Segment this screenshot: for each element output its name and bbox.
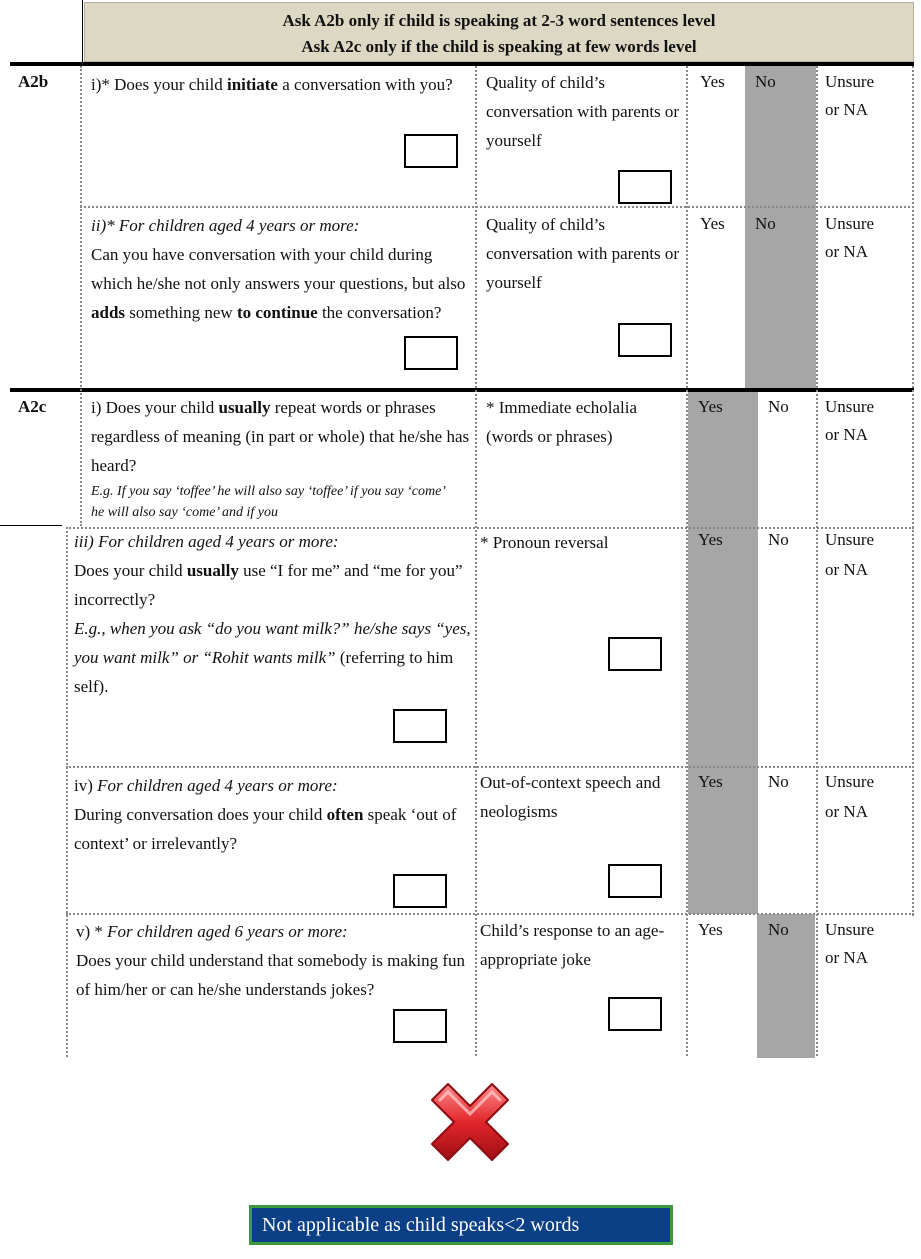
option-yes[interactable]: Yes [698, 920, 723, 939]
not-applicable-banner: Not applicable as child speaks<2 words [249, 1205, 673, 1245]
row-divider [80, 206, 914, 208]
answer-box-a2c-iv[interactable] [393, 874, 447, 908]
col-divider [475, 66, 477, 1056]
quality-a2c-i: * Immediate echolalia (words or phrases) [486, 398, 638, 446]
option-no[interactable]: No [768, 772, 789, 791]
quality-box-a2b-i[interactable] [618, 170, 672, 204]
answer-box-a2c-iii[interactable] [393, 709, 447, 743]
option-unsure[interactable]: Unsure [825, 72, 875, 91]
option-na[interactable]: or NA [825, 242, 868, 261]
col-divider [66, 527, 68, 1057]
header-line-1: Ask A2b only if child is speaking at 2-3 word sentences level [282, 11, 716, 30]
option-unsure[interactable]: Unsure [825, 920, 875, 939]
quality-a2b-ii: Quality of child’s conversation with parents or yourself [486, 215, 680, 292]
option-no[interactable]: No [768, 920, 789, 939]
section-label-a2c: A2c [18, 397, 47, 416]
section-rule-a2b [10, 62, 914, 66]
header-left-rule [82, 0, 83, 64]
question-a2c-i: i) Does your child usually repeat words or phrases regardless of meaning (in part or whole) that he/she has heard? [91, 398, 470, 475]
shade-a2c-yes [688, 392, 758, 914]
red-cross-icon [418, 1070, 522, 1174]
option-na[interactable]: or NA [825, 802, 868, 821]
quality-a2b-i: Quality of child’s conversation with parents or yourself [486, 73, 680, 150]
section-label-a2b: A2b [18, 72, 49, 91]
row-divider [66, 913, 914, 915]
example-a2c-i: E.g. If you say ‘toffee’ he will also say ‘toffee’ if you say ‘come’ he will also say ‘come’ and if you [91, 484, 445, 520]
option-no[interactable]: No [755, 72, 776, 91]
option-yes[interactable]: Yes [700, 72, 725, 91]
col-divider [686, 66, 688, 1056]
answer-box-a2b-ii[interactable] [404, 336, 458, 370]
option-na[interactable]: or NA [825, 560, 868, 579]
option-no[interactable]: No [755, 214, 776, 233]
option-unsure[interactable]: Unsure [825, 772, 875, 791]
option-na[interactable]: or NA [825, 425, 868, 444]
option-yes[interactable]: Yes [698, 530, 723, 549]
answer-box-a2b-i[interactable] [404, 134, 458, 168]
col-divider [912, 66, 914, 916]
quality-box-a2b-ii[interactable] [618, 323, 672, 357]
option-yes[interactable]: Yes [698, 397, 723, 416]
quality-box-a2c-v[interactable] [608, 997, 662, 1031]
quality-a2c-v: Child’s response to an age-appropriate joke [480, 921, 665, 969]
question-a2c-iv: iv) For children aged 4 years or more: During conversation does your child often speak ‘out of context’ or irrelevantly? [74, 776, 457, 853]
option-yes[interactable]: Yes [700, 214, 725, 233]
option-yes[interactable]: Yes [698, 772, 723, 791]
option-no[interactable]: No [768, 530, 789, 549]
question-a2c-v: v) * For children aged 6 years or more: Does your child understand that somebody is making fun of him/her or can he/she understands jokes? [76, 922, 466, 999]
option-na[interactable]: or NA [825, 948, 868, 967]
question-a2b-ii: ii)* For children aged 4 years or more: Can you have conversation with your child during which he/she not only answers your questions, but also adds something new to continue the conversation? [91, 216, 466, 322]
quality-a2c-iv: Out-of-context speech and neologisms [480, 773, 661, 821]
quality-box-a2c-iii[interactable] [608, 637, 662, 671]
margin-rule [0, 525, 62, 526]
question-a2c-iii: iii) For children aged 4 years or more: Does your child usually use “I for me” and “me for you” incorrectly? E.g., when you ask “do you want milk?” he/she says “yes, you want milk” or “Rohit wants milk” (referring to him self). [74, 532, 471, 696]
option-unsure[interactable]: Unsure [825, 530, 875, 549]
option-na[interactable]: or NA [825, 100, 868, 119]
quality-box-a2c-iv[interactable] [608, 864, 662, 898]
question-a2b-i: i)* Does your child initiate a conversation with you? [91, 75, 453, 94]
answer-box-a2c-v[interactable] [393, 1009, 447, 1043]
instruction-header [84, 2, 914, 62]
col-divider [816, 66, 818, 1056]
header-line-2: Ask A2c only if the child is speaking at few words level [301, 37, 697, 56]
section-rule-a2c [10, 388, 914, 392]
quality-a2c-iii: * Pronoun reversal [480, 533, 609, 552]
option-no[interactable]: No [768, 397, 789, 416]
col-divider [80, 66, 82, 526]
option-unsure[interactable]: Unsure [825, 397, 875, 416]
option-unsure[interactable]: Unsure [825, 214, 875, 233]
